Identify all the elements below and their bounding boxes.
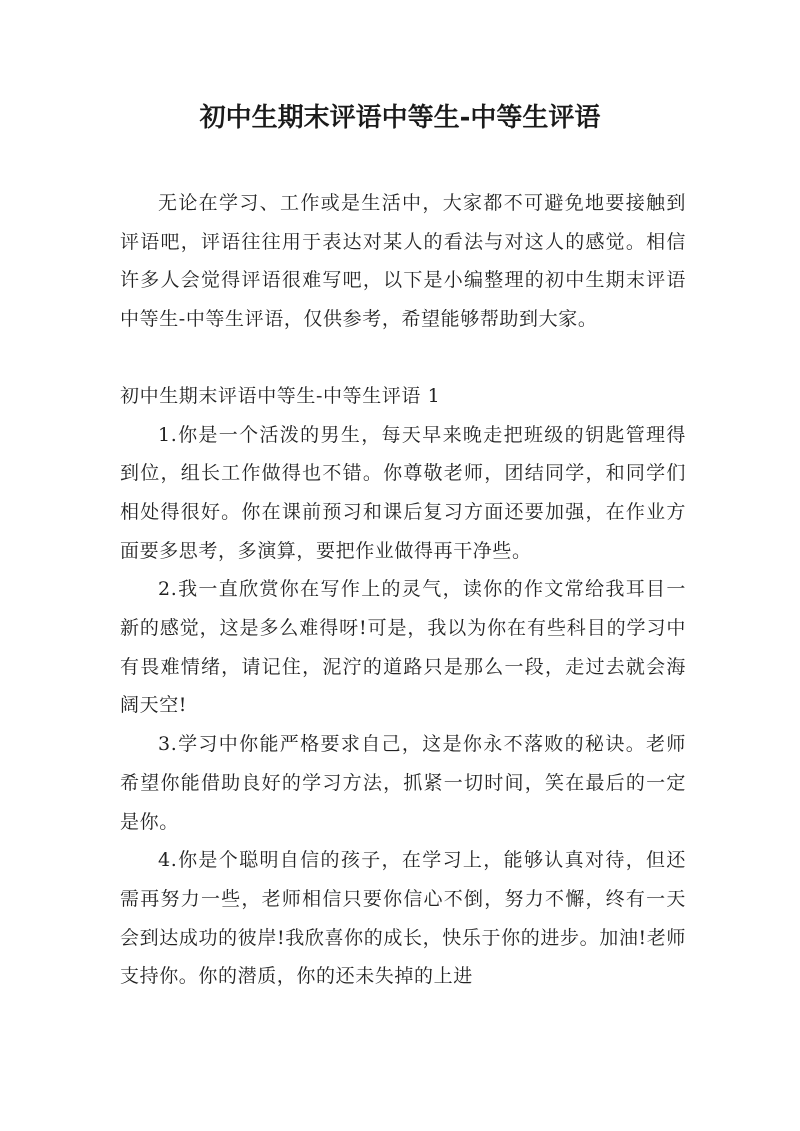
comment-item-3: 3.学习中你能严格要求自己，这是你永不落败的秘诀。老师希望你能借助良好的学习方法，抓紧一切时间，笑在最后的一定是你。	[120, 733, 686, 833]
document-title: 初中生期末评语中等生-中等生评语	[199, 103, 601, 133]
comment-item-4: 4.你是个聪明自信的孩子，在学习上，能够认真对待，但还需再努力一些，老师相信只要你信心不倒，努力不懈，终有一天会到达成功的彼岸!我欣喜你的成长，快乐于你的进步。加油!老师支持你。你的潜质，你的还未失掉的上进	[120, 849, 686, 988]
comment-item-1: 1.你是一个活泼的男生，每天早来晚走把班级的钥匙管理得到位，组长工作做得也不错。你尊敬老师，团结同学，和同学们相处得很好。你在课前预习和课后复习方面还要加强，在作业方面要多思考，多演算，要把作业做得再干净些。	[120, 423, 686, 562]
document-body	[120, 184, 686, 996]
intro-paragraph: 无论在学习、工作或是生活中，大家都不可避免地要接触到评语吧，评语往往用于表达对某人的看法与对这人的感觉。相信许多人会觉得评语很难写吧，以下是小编整理的初中生期末评语中等生-中等生评语，仅供参考，希望能够帮助到大家。	[120, 192, 686, 331]
section-heading: 初中生期末评语中等生-中等生评语 1	[120, 384, 441, 407]
comment-item-2: 2.我一直欣赏你在写作上的灵气，读你的作文常给我耳目一新的感觉，这是多么难得呀!可是，我以为你在有些科目的学习中有畏难情绪，请记住，泥泞的道路只是那么一段，走过去就会海阔天空!	[120, 578, 686, 717]
